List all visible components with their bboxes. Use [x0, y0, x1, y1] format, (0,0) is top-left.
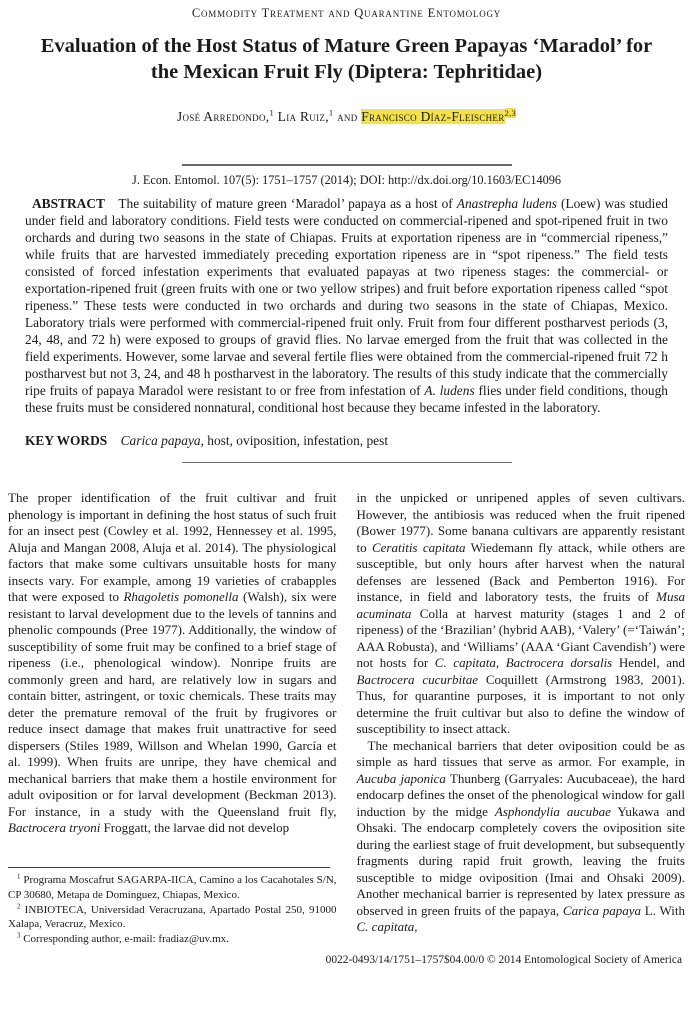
left-column — [8, 490, 337, 946]
body-paragraph: The proper identification of the fruit cultivar and fruit phenology is important in defining the host status of such fruit for an insect pest (Cowley et al. 1992, Hennessey et al. 1995, Aluja and Mangan 2008, Aluja et al. 2014). The physiological factors that make some cultivars unsuitable hosts for many insects vary. For example, among 19 varieties of crabapples that were exposed to Rhagoletis pomonella (Walsh), six were resistant to larval development due to the levels of tannins and phenolic compounds (Pree 1977). Additionally, the window of susceptibility of some fruit may be confined to a brief stage of ripeness (i.e., phenological window). Nonripe fruits are commonly green and hard, are relatively low in sugars and contain bitter, astringent, or toxic chemicals. These traits may deter the premature removal of the fruit by frugivores or reduce insect damage that makes fruit unattractive for seed dispersers (Stiles 1989, Willson and Whelan 1990, García et al. 1999). When fruits are unripe, they have chemical and mechanical barriers that make them a hostile environment for adult oviposition or for larval development (Beckman 2013). For instance, in a study with the Queensland fruit fly, Bactrocera tryoni Froggatt, the larvae did not develop — [8, 490, 337, 836]
footnote-affiliation-2: $^2$ INBIOTECA, Universidad Veracruzana, Apartado Postal 250, 91000 Xalapa, Veracruz, Mexico. — [8, 902, 337, 931]
body-paragraph: in the unpicked or unripened apples of seven cultivars. However, the antibiosis was reduced when the fruit ripened (Bower 1977). Some banana cultivars are apparently resistant to Ceratitis capitata Wiedemann fly attack, while others are susceptible, but only hours after harvest when the natural defenses are lessened (Back and Pemberton 1916). For instance, in field and laboratory tests, the fruits of Musa acuminata Colla at harvest maturity (stages 1 and 2 of ripeness) of the ‘Brazilian’ (hybrid AAB), ‘Valery’ (=‘Taiwán’; AAA Robusta), and ‘Williams’ (AAA ‘Giant Cavendish’) were not hosts for C. capitata, Bactrocera dorsalis Hendel, and Bactrocera cucurbitae Coquillett (Armstrong 1983, 2001). Thus, for quarantine purposes, it is important to not only determine the fruit cultivar but also to define the window of susceptibility to insect attack. — [356, 490, 685, 737]
citation-line: J. Econ. Entomol. 107(5): 1751–1757 (2014); DOI: http://dx.doi.org/10.1603/EC14096 — [131, 172, 562, 187]
article-title: Evaluation of the Host Status of Mature Green Papayas ‘Maradol’ for the Mexican Fruit Fly (Diptera: Tephritidae) — [40, 35, 653, 83]
section-divider — [182, 462, 512, 464]
authors-line: José Arredondo,$^1$ Lia Ruiz,$^1$ and Francisco Díaz-Fleischer$^{2,3}$ — [176, 107, 517, 125]
running-head: Commodity Treatment and Quarantine Entomology — [191, 6, 502, 20]
right-column — [357, 490, 686, 946]
copyright-line: 0022-0493/14/1751–1757$04.00/0 © 2014 Entomological Society of America — [325, 954, 682, 967]
footnote-affiliation-1: $^1$ Programa Moscafrut SAGARPA-IICA, Camino a los Cacahotales S/N, CP 30680, Metapa de Domínguez, Chiapas, Mexico. — [8, 873, 337, 901]
footnotes-block — [8, 855, 337, 946]
keywords-line: KEY WORDS Carica papaya, host, oviposition, infestation, pest — [25, 432, 389, 448]
abstract-paragraph: ABSTRACT The suitability of mature green ‘Maradol’ papaya as a host of Anastrepha ludens (Loew) was studied under field and laboratory conditions. Field tests were conducted on commercial-ripened and spot-ripened fruit in two orchards and during two seasons in the state of Chiapas. Fruits at exportation ripeness are in “commercial ripeness,” while fruits that are harvested immediately preceding exportation ripeness are in “spot ripeness.” The field tests consisted of forced infestation experiments that evaluated papayas at two ripeness stages: the commercial- or exportation-ripened fruit (green fruits with one or two yellow stripes) and fruit before exportation ripeness called “spot ripeness.” These tests were conducted in two orchards and during two seasons in the state of Chiapas, Mexico. Laboratory trials were performed with commercial-ripened fruit only. Fruit from four different postharvest periods (3, 24, 48, and 72 h) were exposed to groups of gravid flies. No larvae emerged from the fruit that was collected in the field experiments. However, some larvae and several fertile flies were obtained from the commercial-ripened fruit 72 h postharvest but not 3, 24, and 48 h postharvest in the laboratory. The results of this study indicate that the commercially ripe fruits of papaya Maradol were resistant to or free from infestation of A. ludens flies under field conditions, though these fruits must be considered nonnatural, conditional host because they became infested in the laboratory. — [25, 195, 668, 415]
footnote-divider — [8, 867, 330, 868]
body-paragraph: The mechanical barriers that deter oviposition could be as simple as hard tissues that serve as armor. For example, in Aucuba japonica Thunberg (Garryales: Aucubaceae), the hard endocarp defines the onset of the phenological window for gall induction by the midge Asphondylia aucubae Yukawa and Ohsaki. The endocarp completely covers the oviposition site during the earliest stage of fruit development, but subsequently fragments during rapid fruit growth, leaving the fruits susceptible to midge oviposition (Imai and Ohsaki 2009). Another mechanical barrier is represented by latex pressure as observed in green fruits of the papaya, Carica papaya L. With C. capitata, — [356, 737, 685, 935]
body-columns — [8, 490, 685, 946]
footnote-corresponding-author: $^3$ Corresponding author, e-mail: fradiaz@uv.mx. — [17, 932, 229, 945]
section-divider — [182, 164, 512, 166]
